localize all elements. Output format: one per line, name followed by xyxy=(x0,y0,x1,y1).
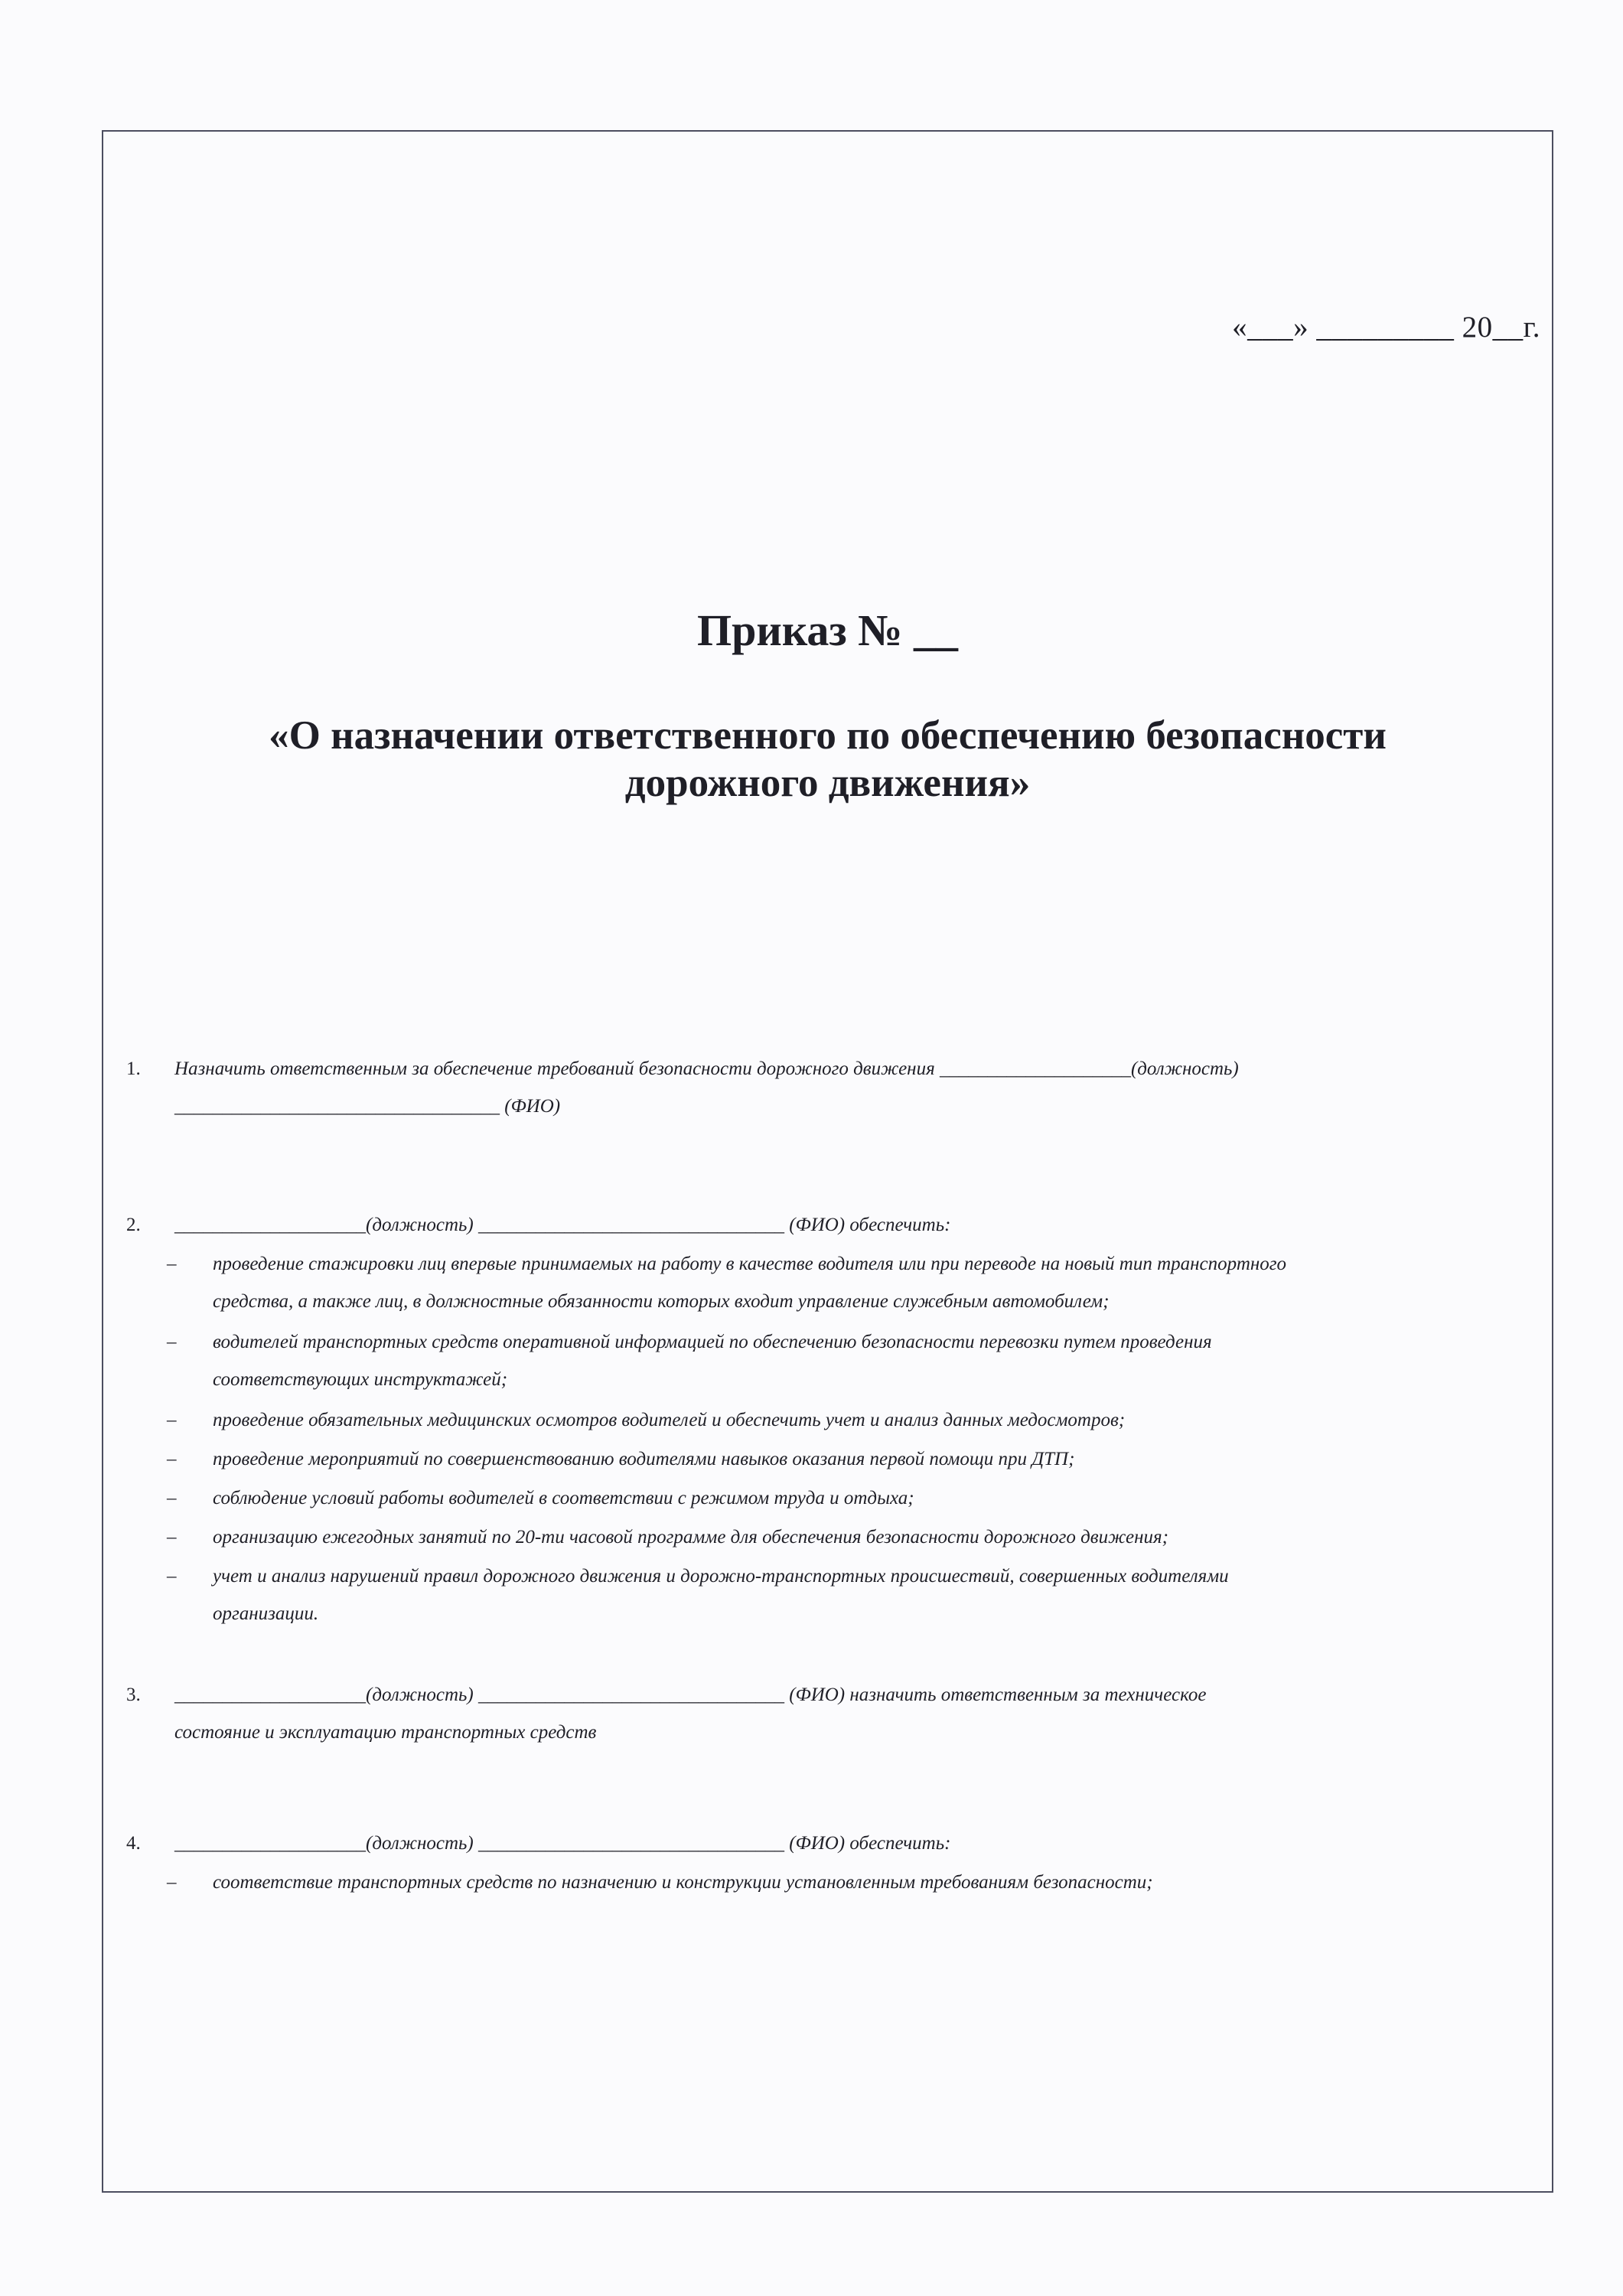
dash-marker: – xyxy=(167,1410,177,1430)
dash-marker: – xyxy=(167,1566,177,1587)
item-text xyxy=(174,1050,1491,1125)
item-line: ____________________(должность) ________________________________ (ФИО) обеспечить: xyxy=(174,1215,951,1235)
document-subtitle xyxy=(102,712,1553,807)
bullet-line: проведение мероприятий по совершенствованию водителями навыков оказания первой помощи при ДТП; xyxy=(213,1449,1075,1469)
dash-marker: – xyxy=(167,1527,177,1548)
bullet-line: средства, а также лиц, в должностные обязанности которых входит управление служебным автомобилем; xyxy=(213,1291,1110,1312)
bullet-item xyxy=(167,1323,1506,1398)
bullet-line: организацию ежегодных занятий по 20-ти часовой программе для обеспечения безопасности дорожного движения; xyxy=(213,1527,1168,1548)
item-number: 4. xyxy=(126,1833,141,1854)
bullet-item xyxy=(167,1245,1506,1320)
bullet-line: соблюдение условий работы водителей в соответствии с режимом труда и отдыха; xyxy=(213,1488,914,1508)
subtitle-line-2: дорожного движения» xyxy=(624,761,1031,805)
dash-marker: – xyxy=(167,1872,177,1893)
date-line: «___» _________ 20__г. xyxy=(1232,311,1540,344)
bullet-line: учет и анализ нарушений правил дорожного движения и дорожно-транспортных происшествий, совершенных водителями xyxy=(213,1566,1229,1587)
item-number: 3. xyxy=(126,1684,141,1705)
item-text xyxy=(174,1825,1491,1862)
item-number: 1. xyxy=(126,1058,141,1079)
item-text xyxy=(174,1206,1491,1244)
bullet-item xyxy=(167,1518,1506,1556)
item-line: Назначить ответственным за обеспечение требований безопасности дорожного движения ____________________(должность) xyxy=(174,1058,1239,1079)
bullet-item xyxy=(167,1557,1506,1632)
bullet-line: организации. xyxy=(213,1603,319,1624)
bullet-item xyxy=(167,1401,1506,1439)
document-title: Приказ № __ xyxy=(697,605,958,655)
bullet-line: соответствие транспортных средств по назначению и конструкции установленным требованиям безопасности; xyxy=(213,1872,1153,1893)
dash-marker: – xyxy=(167,1332,177,1352)
bullet-item xyxy=(167,1479,1506,1517)
bullet-line: проведение стажировки лиц впервые принимаемых на работу в качестве водителя или при переводе на новый тип транспортного xyxy=(213,1254,1287,1274)
bullet-line: водителей транспортных средств оперативной информацией по обеспечению безопасности перевозки путем проведения xyxy=(213,1332,1212,1352)
item-line: ____________________(должность) ________________________________ (ФИО) обеспечить: xyxy=(174,1833,951,1854)
item-line: ____________________(должность) ________________________________ (ФИО) назначить ответственным за техническое xyxy=(174,1684,1207,1705)
item-line: состояние и эксплуатацию транспортных средств xyxy=(174,1722,597,1743)
subtitle-line-1: «О назначении ответственного по обеспечению безопасности xyxy=(269,713,1387,758)
dash-marker: – xyxy=(167,1488,177,1508)
dash-marker: – xyxy=(167,1449,177,1469)
item-text xyxy=(174,1676,1491,1751)
bullet-line: соответствующих инструктажей; xyxy=(213,1369,508,1390)
bullet-item xyxy=(167,1864,1506,1901)
bullet-line: проведение обязательных медицинских осмотров водителей и обеспечить учет и анализ данных медосмотров; xyxy=(213,1410,1126,1430)
item-line: __________________________________ (ФИО) xyxy=(174,1096,561,1117)
bullet-item xyxy=(167,1440,1506,1478)
dash-marker: – xyxy=(167,1254,177,1274)
item-number: 2. xyxy=(126,1215,141,1235)
